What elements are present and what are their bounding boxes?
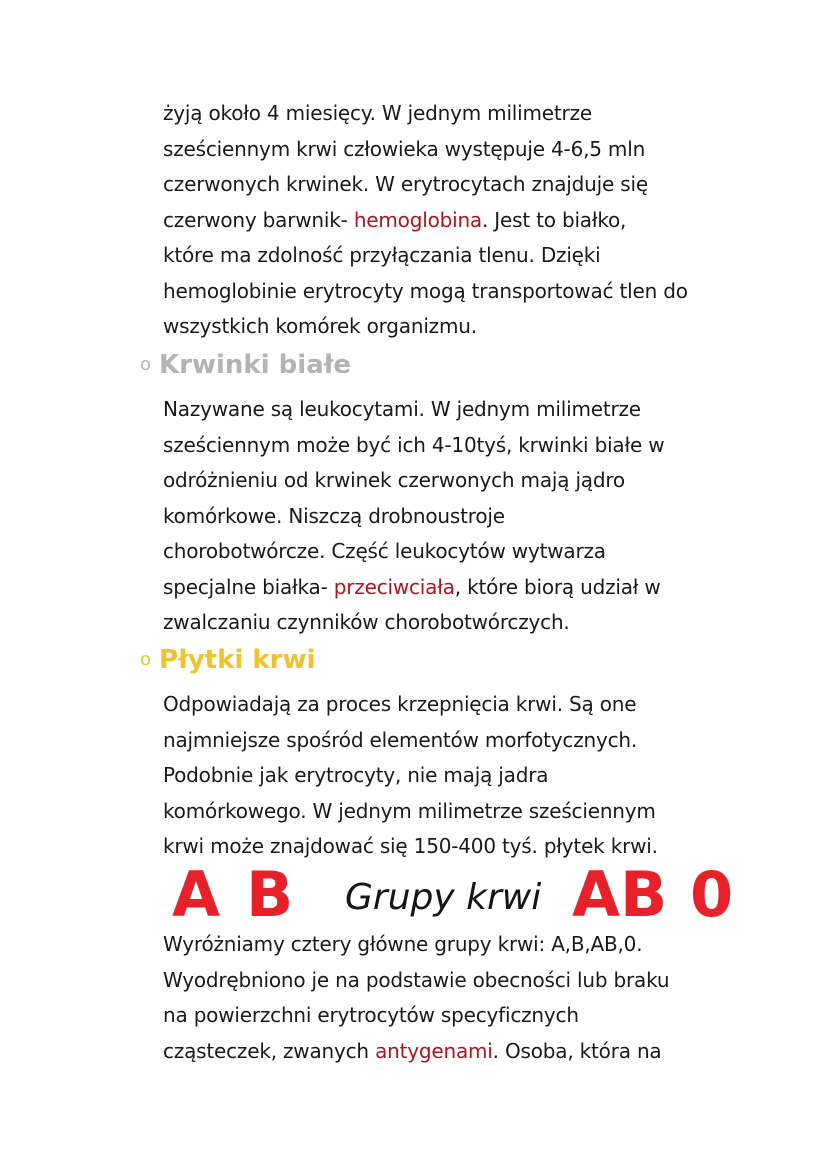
text-line: sześciennym krwi człowieka występuje 4-6,5 mln (163, 136, 646, 161)
text-line: które ma zdolność przyłączania tlenu. Dzięki (163, 243, 601, 267)
text-segment: czerwony barwnik- (163, 207, 354, 232)
heading-text: Płytki krwi (159, 645, 316, 675)
text-line: komórkowego. W jednym milimetrze sześciennym (163, 798, 656, 823)
text-line: chorobotwórcze. Część leukocytów wytwarza (163, 539, 606, 563)
text-line: komórkowe. Niszczą drobnoustroje (163, 503, 505, 528)
letter-b: B (246, 858, 294, 931)
text-line: krwi może znajdować się 150-400 tyś. płytek krwi. (163, 834, 658, 858)
highlight-przeciwciala: przeciwciała (333, 574, 455, 599)
text-line: najmniejsze spośród elementów morfotycznych. (163, 727, 638, 752)
paragraph-leukocytes (163, 392, 763, 641)
heading-platelets (140, 645, 315, 675)
text-line: Nazywane są leukocytami. W jednym milimetrze (163, 397, 641, 421)
text-line (163, 570, 763, 606)
text-line: odróżnieniu od krwinek czerwonych mają jądro (163, 468, 625, 492)
text-line: żyją około 4 miesięcy. W jednym milimetrze (163, 101, 592, 125)
letter-zero: 0 (690, 858, 734, 931)
text-segment: specjalne białka- (163, 574, 334, 599)
text-line: Podobnie jak erytrocyty, nie mają jadra (163, 763, 549, 787)
text-line: na powierzchni erytrocytów specyficznych (163, 1003, 579, 1027)
text-line: sześciennym może być ich 4-10tyś, krwinki białe w (163, 432, 665, 457)
text-segment: , które biorą udział w (454, 574, 661, 599)
text-segment: . Jest to białko, (481, 207, 627, 232)
text-line: zwalczaniu czynników chorobotwórczych. (163, 610, 570, 634)
text-line (163, 203, 763, 239)
text-line: hemoglobinie erytrocyty mogą transportować tlen do (163, 278, 688, 303)
text-line: Wyodrębniono je na podstawie obecności lub braku (163, 967, 670, 992)
highlight-antygenami: antygenami (375, 1038, 493, 1063)
text-segment: cząsteczek, zwanych (163, 1038, 376, 1063)
text-line: Wyróżniamy cztery główne grupy krwi: A,B,AB,0. (163, 932, 643, 956)
letter-ab: AB (572, 858, 668, 931)
text-line (163, 1034, 763, 1070)
text-line: Odpowiadają za proces krzepnięcia krwi. Są one (163, 692, 637, 716)
bullet-icon: o (140, 649, 152, 670)
blood-groups-title: Grupy krwi (345, 877, 542, 918)
paragraph-erythrocytes (163, 96, 763, 345)
heading-text: Krwinki białe (159, 350, 352, 380)
bullet-icon: o (140, 354, 152, 375)
text-segment: . Osoba, która na (492, 1038, 662, 1063)
paragraph-blood-groups (163, 927, 763, 1069)
paragraph-platelets (163, 687, 763, 865)
blood-groups-banner (0, 860, 828, 930)
text-line: wszystkich komórek organizmu. (163, 314, 477, 338)
text-line: czerwonych krwinek. W erytrocytach znajduje się (163, 172, 648, 196)
highlight-hemoglobina: hemoglobina (353, 207, 482, 232)
heading-white-blood-cells (140, 350, 351, 380)
letter-a: A (172, 858, 220, 931)
